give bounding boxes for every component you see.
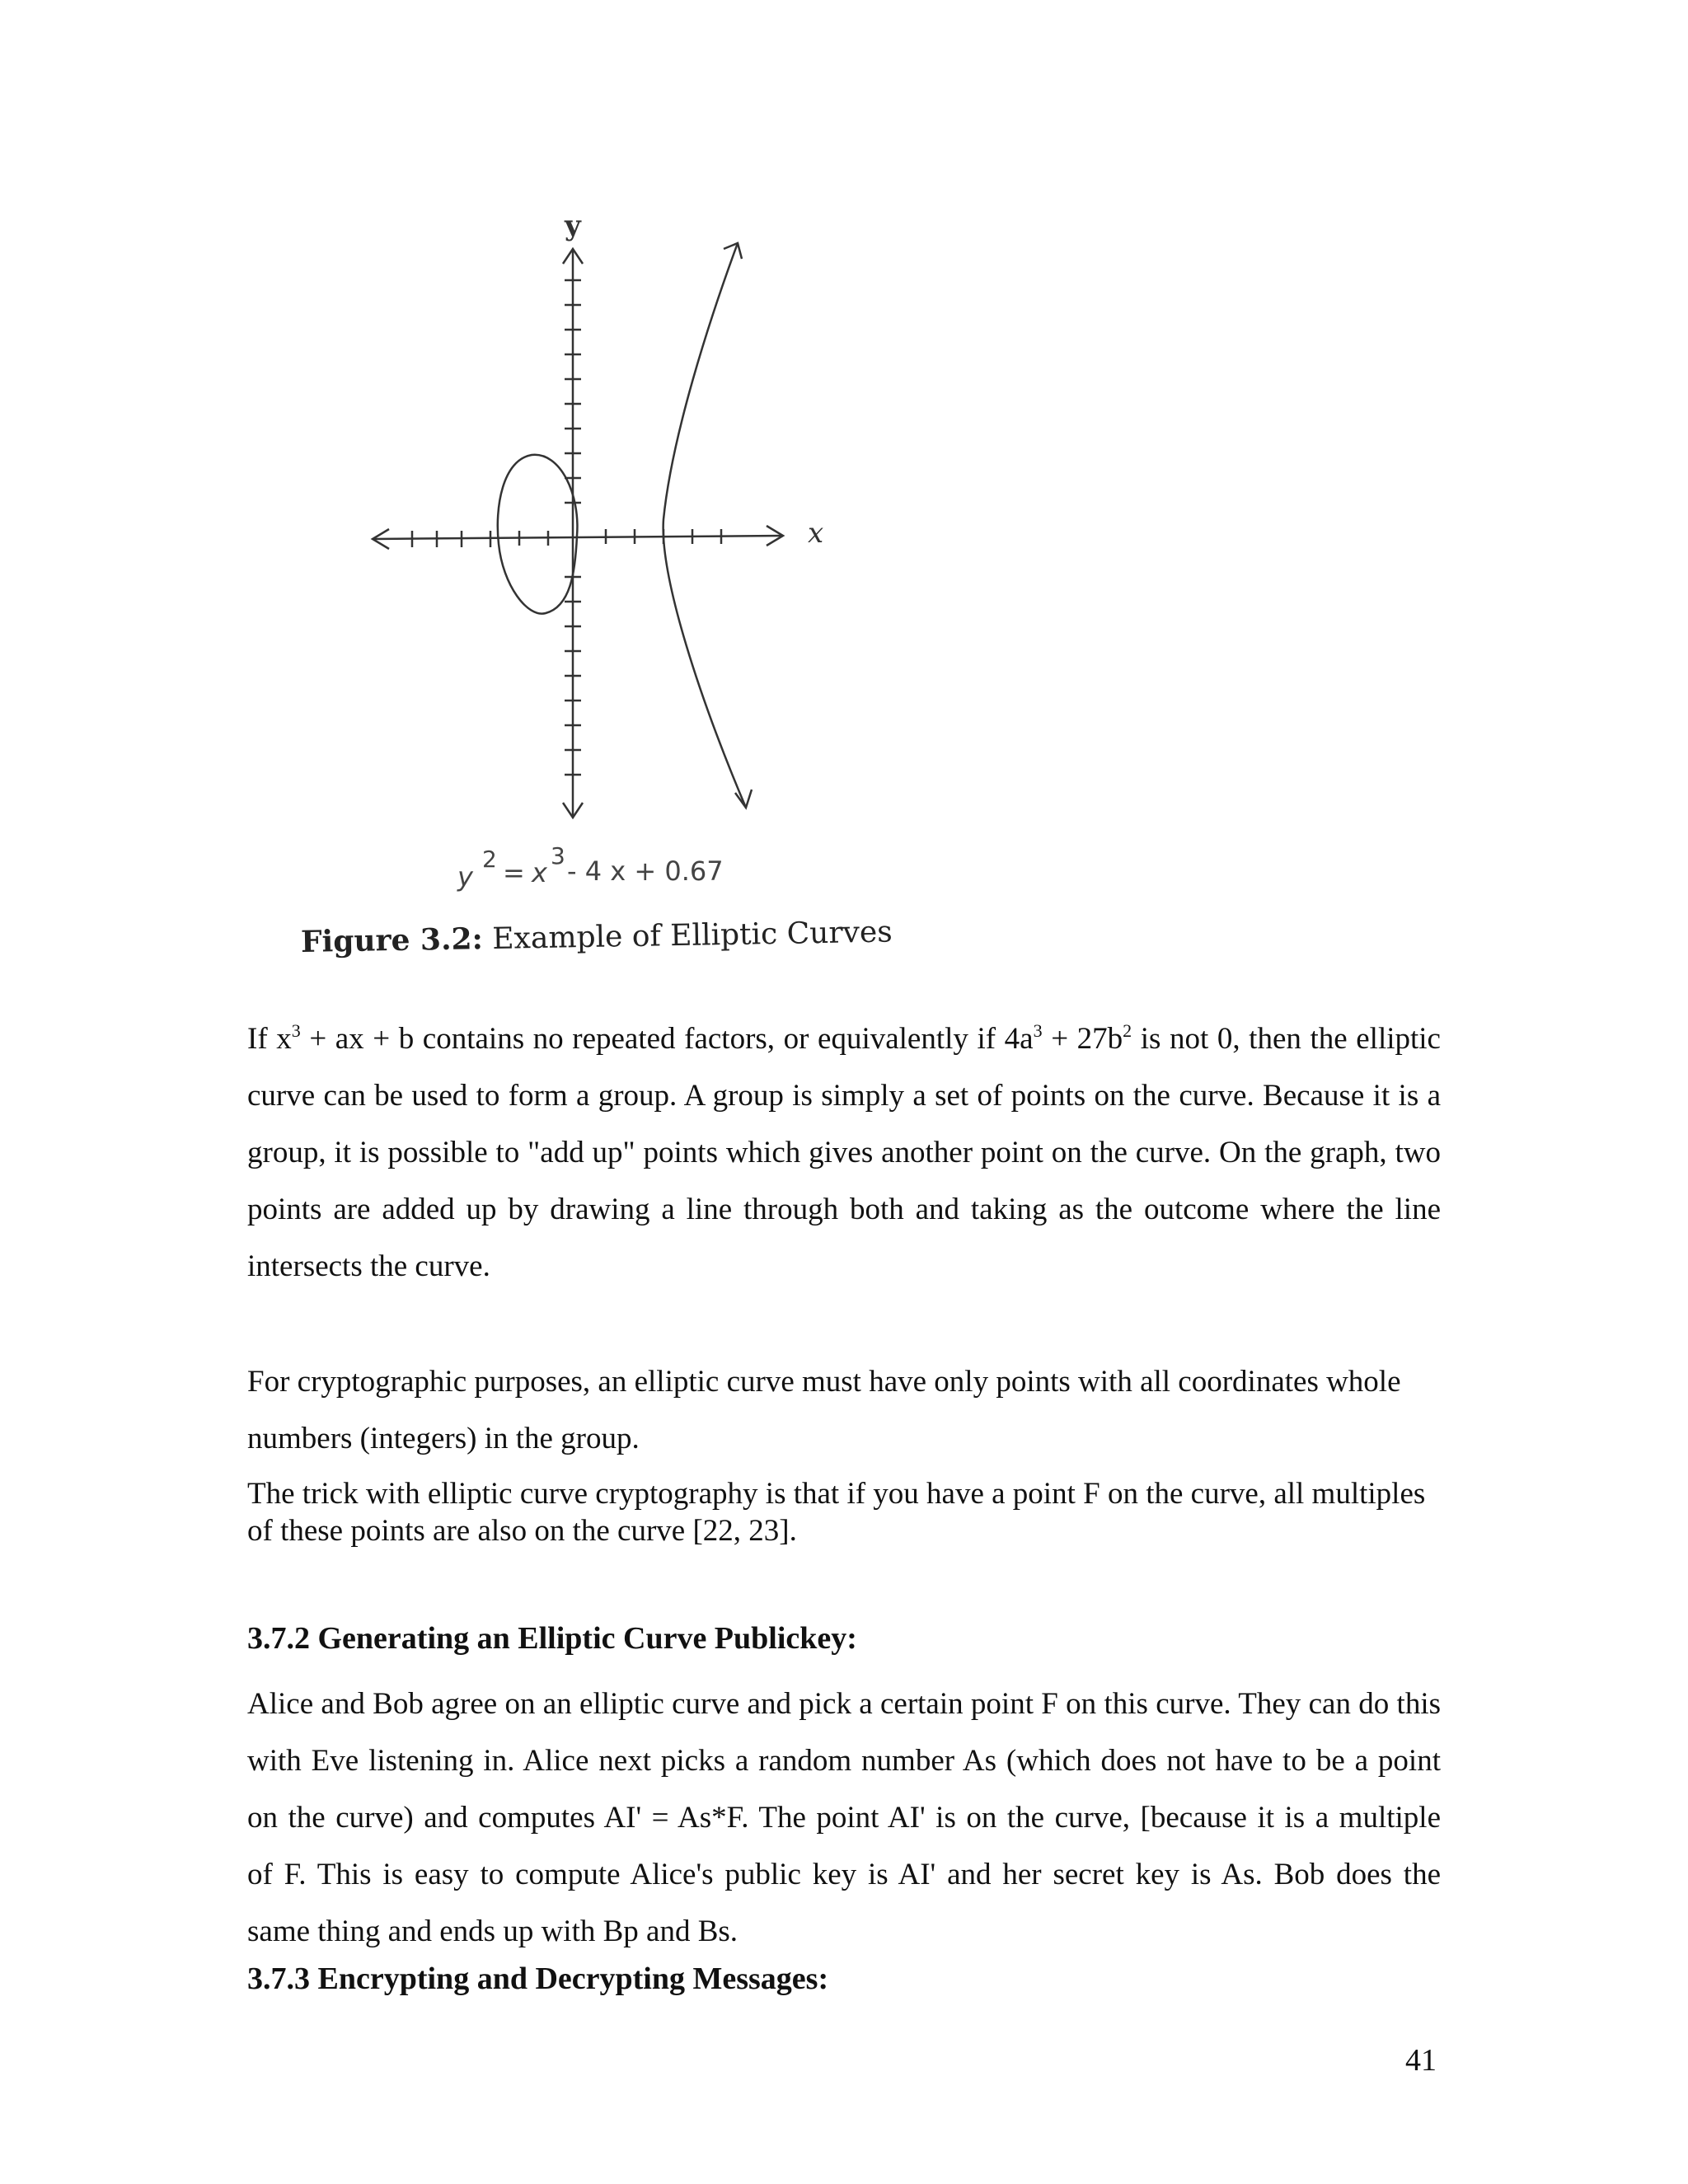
text-run: is not 0, then the elliptic <box>1132 1022 1441 1056</box>
paragraph-trick <box>247 1475 1441 1549</box>
x-axis-label: x <box>808 517 824 550</box>
paragraph-cryptographic-purposes <box>247 1353 1441 1467</box>
paragraph-line: of F. This is easy to compute Alice's public key is AI' and her secret key is As. Bob does the <box>247 1858 1441 1891</box>
superscript: 3 <box>291 1020 301 1041</box>
superscript: 2 <box>1123 1020 1132 1041</box>
figure-caption-label: Figure 3.2: <box>300 921 484 959</box>
elliptic-curve-figure <box>247 190 989 981</box>
paragraph-line: on the curve) and computes AI' = As*F. The point AI' is on the curve, [because it is a multiple <box>247 1801 1441 1835</box>
equation-x: x <box>532 857 547 888</box>
paragraph-line: same thing and ends up with Bp and Bs. <box>247 1915 738 1948</box>
paragraph-line: of these points are also on the curve [22, 23]. <box>247 1514 797 1548</box>
superscript: 3 <box>1033 1020 1043 1041</box>
paragraph-line: with Eve listening in. Alice next picks a random number As (which does not have to be a point <box>247 1744 1441 1778</box>
text-run: + 27b <box>1042 1022 1123 1056</box>
equation-equals: = <box>503 857 525 888</box>
equation-exp-3: 3 <box>551 842 565 869</box>
elliptic-curve-graph <box>247 190 989 981</box>
paragraph-line: Alice and Bob agree on an elliptic curve and pick a certain point F on this curve. They can do this <box>247 1687 1441 1721</box>
paragraph-line: intersects the curve. <box>247 1249 490 1283</box>
page-number: 41 <box>1405 2043 1437 2078</box>
figure-caption-text: Example of Elliptic Curves <box>491 915 893 956</box>
equation-y: y <box>457 861 473 893</box>
paragraph-line: For cryptographic purposes, an elliptic curve must have only points with all coordinates whole <box>247 1365 1401 1399</box>
paragraph-line: points are added up by drawing a line through both and taking as the outcome where the line <box>247 1193 1441 1226</box>
curve-branch <box>663 243 746 808</box>
paragraph-alice-bob <box>247 1675 1441 1960</box>
equation-rest: - 4 x + 0.67 <box>567 855 724 887</box>
paragraph-line: curve can be used to form a group. A group is simply a set of points on the curve. Because it is a <box>247 1079 1441 1113</box>
section-heading-3-7-3: 3.7.3 Encrypting and Decrypting Messages: <box>247 1961 829 1996</box>
paragraph-elliptic-group <box>247 1010 1441 1295</box>
equation-exp-2: 2 <box>482 846 497 873</box>
curve-loop <box>498 455 578 614</box>
section-heading-3-7-2: 3.7.2 Generating an Elliptic Curve Publickey: <box>247 1621 857 1656</box>
curve-arrow-down <box>735 790 752 808</box>
paragraph-line <box>247 1010 1441 1067</box>
curve-equation <box>457 842 724 893</box>
paragraph-line: numbers (integers) in the group. <box>247 1422 640 1455</box>
y-axis-label: y <box>565 209 581 242</box>
text-run: + ax + b contains no repeated factors, or equivalently if 4a <box>300 1022 1034 1056</box>
text-run: If x <box>247 1022 292 1056</box>
paragraph-line: The trick with elliptic curve cryptography is that if you have a point F on the curve, all multiples <box>247 1477 1426 1511</box>
paragraph-line: group, it is possible to "add up" points which gives another point on the curve. On the graph, two <box>247 1136 1441 1169</box>
